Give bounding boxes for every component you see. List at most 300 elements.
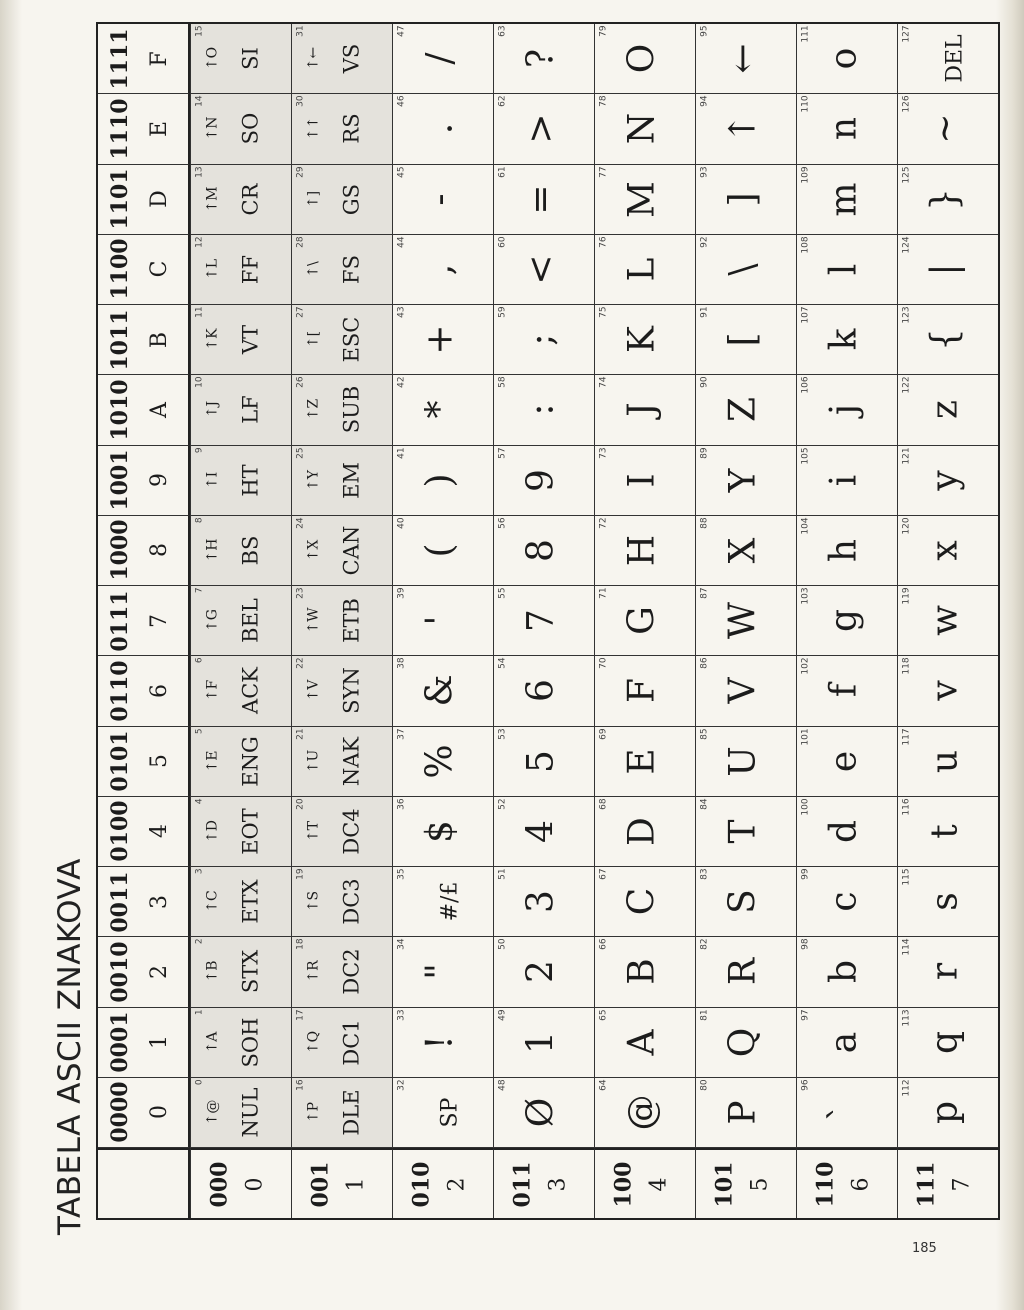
control-code-cell	[291, 937, 392, 1007]
code-number: 105	[800, 447, 811, 465]
control-mnemonic: LF	[238, 395, 263, 425]
character-glyph: J	[621, 402, 663, 418]
character-cell	[392, 1078, 493, 1148]
cell-rotated	[494, 24, 595, 94]
page-title: TABELA ASCII ZNAKOVA	[52, 858, 88, 1235]
column-header-hex: 5	[147, 754, 172, 769]
code-number: 37	[396, 728, 407, 740]
character-glyph: N	[621, 113, 663, 145]
column-header-hex: 2	[147, 964, 172, 979]
cell-rotated	[898, 727, 999, 797]
column-header-hex: 9	[147, 473, 172, 488]
code-number: 35	[396, 868, 407, 880]
character-cell	[796, 235, 897, 305]
character-cell	[796, 937, 897, 1007]
character-glyph: d	[823, 819, 865, 843]
cell-rotated	[696, 94, 797, 164]
cell-rotated	[393, 586, 494, 656]
row-header-rotated	[797, 1149, 898, 1218]
control-mnemonic: EOT	[238, 808, 263, 855]
code-number: 21	[295, 728, 306, 740]
character-cell	[493, 727, 594, 797]
code-number: 38	[396, 657, 407, 670]
column-header-binary: 0010	[107, 941, 133, 1003]
code-number: 36	[396, 798, 407, 810]
character-glyph: $	[419, 819, 461, 843]
column-header-binary: 0011	[107, 871, 133, 933]
control-mnemonic: BS	[238, 535, 263, 566]
cell-rotated	[191, 937, 292, 1007]
control-code-cell	[190, 586, 291, 656]
character-cell	[594, 305, 695, 375]
cell-rotated	[494, 586, 595, 656]
cell-rotated	[696, 1078, 797, 1148]
cell-rotated	[595, 727, 696, 797]
cell-rotated	[292, 375, 393, 445]
cell-rotated	[696, 586, 797, 656]
character-glyph: DEL	[942, 34, 968, 83]
row-header-binary: 101	[711, 1161, 738, 1207]
code-number: 89	[699, 447, 710, 459]
cell-rotated	[494, 94, 595, 164]
character-cell	[695, 516, 796, 586]
control-key: ↑E	[204, 750, 221, 773]
row-header-cell	[695, 1148, 796, 1218]
code-number: 123	[901, 306, 912, 324]
character-glyph: ?	[520, 48, 562, 69]
control-key: ↑S	[305, 890, 322, 913]
cell-rotated	[797, 305, 898, 375]
code-number: 76	[598, 236, 609, 248]
character-cell	[594, 727, 695, 797]
cell-rotated	[595, 24, 696, 94]
cell-rotated	[797, 867, 898, 937]
control-code-cell	[190, 867, 291, 937]
character-cell	[493, 94, 594, 164]
code-number: 115	[901, 868, 912, 886]
character-cell	[695, 1008, 796, 1078]
cell-rotated	[393, 1008, 494, 1078]
code-number: 57	[497, 447, 508, 459]
column-header-rotated	[98, 165, 189, 235]
character-cell	[594, 586, 695, 656]
code-number: 119	[901, 587, 912, 605]
column-header-rotated	[98, 867, 189, 937]
cell-rotated	[898, 305, 999, 375]
column-header-hex: 6	[147, 683, 172, 698]
cell-rotated	[494, 937, 595, 1007]
character-cell	[594, 1008, 695, 1078]
character-cell	[493, 375, 594, 445]
control-code-cell	[291, 797, 392, 867]
character-cell	[493, 305, 594, 375]
character-glyph: f	[823, 684, 865, 698]
cell-rotated	[393, 24, 494, 94]
character-glyph: Z	[722, 397, 764, 423]
column-header-cell	[98, 656, 190, 726]
column-header-rotated	[98, 516, 189, 586]
control-mnemonic: HT	[238, 463, 263, 497]
cell-rotated	[191, 375, 292, 445]
code-number: 24	[295, 517, 306, 529]
column-header-binary: 0110	[107, 660, 133, 722]
code-number: 96	[800, 1079, 811, 1091]
row-header-hex: 4	[646, 1177, 672, 1191]
row-header-cell	[190, 1148, 291, 1218]
code-number: 109	[800, 166, 811, 184]
cell-rotated	[393, 797, 494, 867]
control-code-cell	[190, 305, 291, 375]
character-glyph: a	[823, 1031, 865, 1053]
character-cell	[493, 656, 594, 726]
character-glyph: ,	[419, 263, 461, 276]
code-number: 4	[194, 798, 205, 804]
code-number: 61	[497, 166, 508, 178]
character-glyph: @	[621, 1094, 663, 1131]
code-number: 83	[699, 868, 710, 880]
code-number: 13	[194, 166, 205, 178]
cell-rotated	[292, 937, 393, 1007]
cell-rotated	[191, 727, 292, 797]
cell-rotated	[393, 516, 494, 586]
code-number: 41	[396, 447, 407, 459]
character-cell	[695, 375, 796, 445]
code-number: 53	[497, 728, 508, 740]
code-number: 127	[901, 25, 912, 43]
code-number: 121	[901, 447, 912, 465]
column-header-hex: 4	[147, 824, 172, 839]
row-header-cell	[796, 1148, 897, 1218]
row-header-hex: 0	[242, 1177, 268, 1191]
character-cell	[392, 867, 493, 937]
code-number: 75	[598, 306, 609, 318]
code-number: 122	[901, 376, 912, 394]
column-header-hex: D	[147, 190, 172, 208]
character-cell	[493, 446, 594, 516]
code-number: 112	[901, 1079, 912, 1097]
code-number: 106	[800, 376, 811, 394]
control-key: ↑N	[204, 116, 221, 141]
row-header-rotated	[696, 1149, 797, 1218]
code-number: 23	[295, 587, 306, 599]
control-key: ↑C	[204, 890, 221, 913]
cell-rotated	[292, 1078, 393, 1148]
character-cell	[392, 235, 493, 305]
cell-rotated	[797, 727, 898, 797]
cell-rotated	[696, 727, 797, 797]
character-cell	[695, 867, 796, 937]
row-header-binary: 001	[307, 1161, 334, 1207]
page-number: 185	[912, 1241, 937, 1256]
cell-rotated	[292, 94, 393, 164]
cell-rotated	[494, 375, 595, 445]
code-number: 65	[598, 1009, 609, 1021]
character-cell	[897, 1008, 998, 1078]
column-header-binary: 1101	[107, 168, 133, 230]
code-number: 125	[901, 166, 912, 184]
character-glyph: 9	[520, 468, 562, 492]
character-glyph: n	[823, 117, 865, 141]
column-header-rotated	[98, 235, 189, 305]
character-cell	[897, 586, 998, 656]
character-glyph: K	[621, 326, 663, 354]
character-glyph: *	[419, 400, 461, 419]
control-key: ↑@	[204, 1099, 221, 1126]
control-key: ↑O	[204, 47, 221, 71]
control-mnemonic: DC2	[339, 948, 364, 996]
cell-rotated	[595, 446, 696, 516]
code-number: 27	[295, 306, 306, 318]
code-number: 16	[295, 1079, 306, 1091]
column-header-cell	[98, 797, 190, 867]
column-header-rotated	[98, 727, 189, 797]
code-number: 3	[194, 868, 205, 875]
character-cell	[392, 586, 493, 656]
control-code-cell	[291, 516, 392, 586]
code-number: 58	[497, 376, 508, 389]
cell-rotated	[696, 867, 797, 937]
code-number: 90	[699, 376, 710, 389]
row-header-hex: 6	[848, 1177, 874, 1191]
character-glyph: b	[823, 960, 865, 984]
character-glyph: I	[621, 473, 663, 488]
character-glyph: Y	[722, 468, 764, 493]
control-key: ↑J	[204, 401, 221, 419]
character-cell	[493, 797, 594, 867]
code-number: 78	[598, 95, 609, 108]
column-header-cell	[98, 305, 190, 375]
code-number: 84	[699, 798, 710, 810]
character-glyph: L	[621, 257, 663, 282]
cell-rotated	[696, 24, 797, 94]
control-code-cell	[190, 797, 291, 867]
character-cell	[695, 446, 796, 516]
cell-rotated	[797, 24, 898, 94]
control-key: ↑[	[305, 331, 322, 349]
code-number: 126	[901, 95, 912, 113]
character-glyph: {	[924, 328, 966, 352]
cell-rotated	[494, 867, 595, 937]
row-header-rotated	[494, 1149, 595, 1218]
cell-rotated	[797, 516, 898, 586]
character-glyph: (	[419, 543, 461, 558]
cell-rotated	[797, 797, 898, 867]
code-number: 9	[194, 447, 205, 453]
column-header-cell	[98, 1078, 190, 1148]
cell-rotated	[494, 1078, 595, 1148]
code-number: 68	[598, 798, 609, 810]
character-glyph: -	[419, 193, 461, 206]
cell-rotated	[292, 867, 393, 937]
control-mnemonic: FS	[339, 254, 364, 284]
character-cell	[796, 94, 897, 164]
character-glyph: W	[722, 602, 764, 640]
code-number: 66	[598, 938, 609, 951]
character-cell	[695, 1078, 796, 1148]
character-cell	[796, 305, 897, 375]
column-header-rotated	[98, 656, 189, 726]
cell-rotated	[898, 446, 999, 516]
character-glyph: <	[520, 254, 562, 285]
control-mnemonic: STX	[238, 950, 263, 994]
column-header-cell	[98, 727, 190, 797]
cell-rotated	[797, 94, 898, 164]
column-header-cell	[98, 586, 190, 656]
cell-rotated	[393, 305, 494, 375]
character-cell	[796, 586, 897, 656]
character-cell	[695, 656, 796, 726]
column-header-cell	[98, 446, 190, 516]
control-mnemonic: NAK	[339, 736, 364, 786]
code-number: 86	[699, 657, 710, 670]
control-code-cell	[291, 867, 392, 937]
control-key: ↑Z	[305, 399, 322, 421]
cell-rotated	[191, 165, 292, 235]
character-cell	[695, 727, 796, 797]
code-number: 63	[497, 25, 508, 37]
control-key: ↑U	[305, 749, 322, 773]
character-cell	[796, 797, 897, 867]
character-cell	[796, 656, 897, 726]
character-glyph: B	[621, 958, 663, 986]
cell-rotated	[292, 165, 393, 235]
control-code-cell	[190, 235, 291, 305]
column-header-cell	[98, 1008, 190, 1078]
character-glyph: e	[823, 750, 865, 772]
cell-rotated	[393, 375, 494, 445]
character-glyph: p	[924, 1100, 966, 1124]
column-header-cell	[98, 235, 190, 305]
character-glyph: 8	[520, 538, 562, 562]
control-key: ↑W	[305, 607, 322, 634]
cell-rotated	[494, 656, 595, 726]
control-code-cell	[190, 165, 291, 235]
control-key: ↑V	[305, 679, 322, 702]
control-code-cell	[190, 94, 291, 164]
character-cell	[392, 446, 493, 516]
code-number: 40	[396, 517, 407, 529]
character-cell	[594, 656, 695, 726]
character-glyph: T	[722, 819, 764, 844]
column-header-binary: 1011	[107, 309, 133, 371]
character-glyph: 3	[520, 890, 562, 914]
character-glyph: .	[419, 123, 461, 135]
character-glyph: ←	[722, 43, 764, 74]
cell-rotated	[696, 375, 797, 445]
cell-rotated	[898, 24, 999, 94]
character-cell	[594, 516, 695, 586]
code-number: 29	[295, 166, 306, 178]
row-header-binary: 111	[913, 1161, 940, 1207]
column-header-binary: 1110	[107, 98, 133, 160]
control-mnemonic: DC3	[339, 878, 364, 925]
cell-rotated	[696, 165, 797, 235]
control-mnemonic: VS	[339, 43, 364, 74]
control-code-cell	[190, 1078, 291, 1148]
code-number: 32	[396, 1079, 407, 1091]
cell-rotated	[696, 446, 797, 516]
code-number: 2	[194, 938, 205, 945]
code-number: 12	[194, 236, 205, 248]
control-code-cell	[190, 24, 291, 94]
cell-rotated	[696, 305, 797, 375]
control-code-cell	[190, 1008, 291, 1078]
code-number: 1	[194, 1009, 205, 1015]
cell-rotated	[898, 375, 999, 445]
character-glyph: +	[419, 324, 461, 355]
code-number: 28	[295, 236, 306, 248]
character-glyph: Ø	[520, 1097, 562, 1128]
character-glyph: 4	[520, 819, 562, 843]
cell-rotated	[494, 516, 595, 586]
column-header-rotated	[98, 24, 189, 94]
column-header-hex: A	[147, 401, 172, 418]
cell-rotated	[898, 94, 999, 164]
cell-rotated	[595, 516, 696, 586]
row-header-rotated	[595, 1149, 696, 1218]
character-cell	[493, 165, 594, 235]
character-glyph: %	[419, 744, 461, 779]
character-cell	[897, 727, 998, 797]
character-cell	[695, 235, 796, 305]
cell-rotated	[292, 586, 393, 656]
cell-rotated	[898, 656, 999, 726]
character-glyph: g	[823, 609, 865, 633]
character-glyph: A	[621, 1029, 663, 1056]
column-header-hex: 1	[147, 1035, 172, 1050]
code-number: 87	[699, 587, 710, 599]
cell-rotated	[191, 586, 292, 656]
cell-rotated	[191, 305, 292, 375]
character-cell	[392, 797, 493, 867]
character-cell	[493, 516, 594, 586]
character-glyph: #/£	[437, 881, 463, 922]
character-cell	[392, 375, 493, 445]
cell-rotated	[898, 586, 999, 656]
character-cell	[897, 305, 998, 375]
code-number: 101	[800, 728, 811, 746]
code-number: 26	[295, 376, 306, 389]
control-code-cell	[190, 656, 291, 726]
character-glyph: y	[924, 469, 966, 491]
control-key: ↑H	[204, 538, 221, 563]
cell-rotated	[696, 516, 797, 586]
row-header-binary: 110	[812, 1161, 839, 1207]
code-number: 51	[497, 868, 508, 880]
character-cell	[594, 937, 695, 1007]
character-glyph: ]	[722, 192, 764, 207]
cell-rotated	[696, 656, 797, 726]
code-number: 22	[295, 657, 306, 670]
cell-rotated	[393, 446, 494, 516]
character-cell	[796, 1078, 897, 1148]
code-number: 69	[598, 728, 609, 740]
character-glyph: M	[621, 180, 663, 218]
cell-rotated	[797, 446, 898, 516]
character-glyph: \	[722, 263, 764, 276]
character-glyph: SP	[437, 1097, 463, 1128]
control-code-cell	[190, 446, 291, 516]
code-number: 118	[901, 657, 912, 675]
column-header-hex: 7	[147, 613, 172, 628]
row-header-binary: 010	[408, 1161, 435, 1207]
code-number: 74	[598, 376, 609, 389]
character-cell	[695, 165, 796, 235]
row-header-binary: 011	[509, 1161, 536, 1207]
column-header-hex: 8	[147, 543, 172, 558]
cell-rotated	[595, 1078, 696, 1148]
control-key: ↑P	[305, 1101, 322, 1123]
